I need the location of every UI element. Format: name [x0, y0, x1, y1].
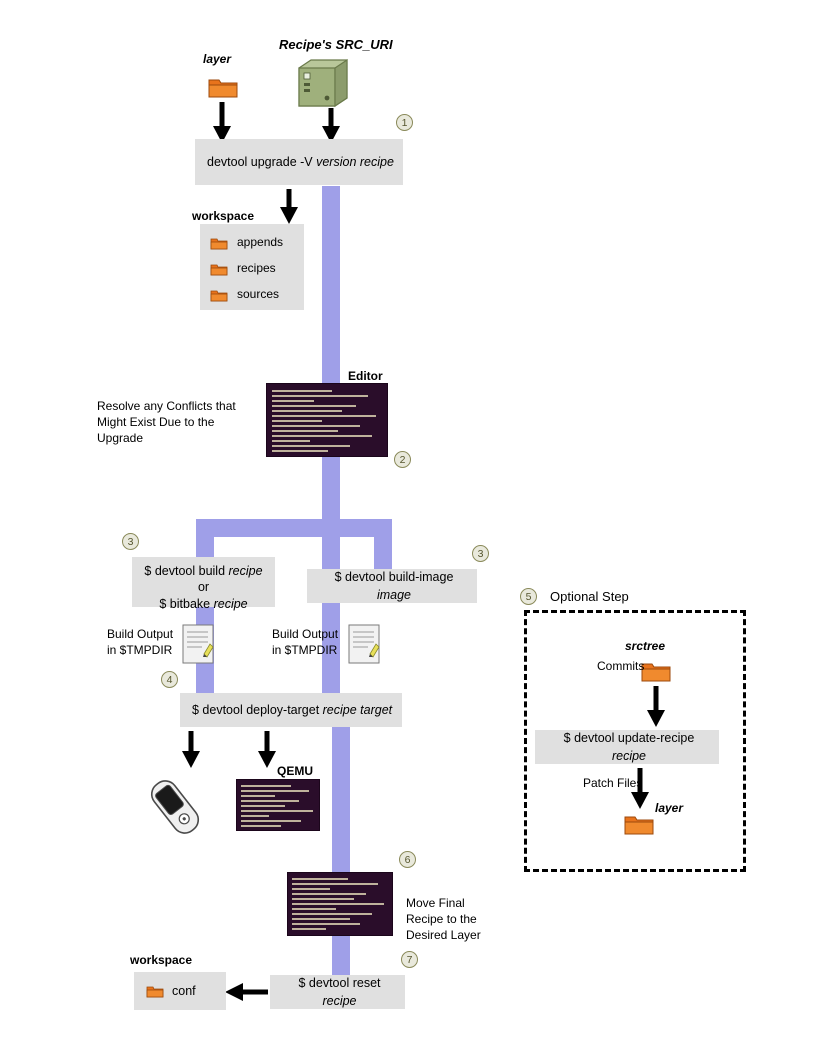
folder-icon-layer-top: [208, 76, 238, 100]
optional-step-label: Optional Step: [550, 589, 629, 604]
folder-icon-appends: [210, 236, 228, 250]
srctree-label: srctree: [625, 639, 666, 653]
devtool-build-image-box: $ devtool build-image image: [307, 569, 477, 603]
arrow-srctree-to-update-recipe: [645, 686, 667, 733]
build-line-2: or: [197, 580, 210, 595]
upgrade-prefix: devtool upgrade -V: [207, 154, 317, 169]
step-circle-7: 7: [401, 951, 418, 968]
folder-icon-conf: [146, 984, 164, 998]
pipe-right-branch-vertical: [374, 519, 392, 569]
build-line-1: $ devtool build recipe: [144, 564, 263, 578]
notepad-icon-2: [348, 624, 380, 669]
step-circle-5: 5: [520, 588, 537, 605]
final-recipe-terminal: [287, 872, 393, 936]
step-circle-4: 4: [161, 671, 178, 688]
workspace-item-label-recipes: recipes: [237, 261, 276, 275]
devtool-reset-box: $ devtool reset recipe: [270, 975, 405, 1009]
src-uri-label: Recipe's SRC_URI: [279, 37, 393, 52]
arrow-reset-to-workspace: [224, 981, 268, 1008]
step-circle-1: 1: [396, 114, 413, 131]
conf-label: conf: [172, 983, 196, 998]
pipe-branch-horizontal: [196, 519, 392, 537]
step-circle-3-left: 3: [122, 533, 139, 550]
arrow-deploy-to-device: [180, 731, 202, 774]
qemu-terminal: [236, 779, 320, 831]
commits-label: Commits: [597, 659, 645, 673]
patch-files-label: Patch Files: [583, 776, 643, 790]
layer-bottom-label: layer: [655, 801, 684, 815]
folder-icon-srctree: [641, 660, 671, 684]
devtool-upgrade-box: [195, 139, 403, 185]
editor-label: Editor: [348, 369, 383, 383]
workspace-bottom-label: workspace: [130, 953, 193, 967]
arrow-deploy-to-qemu: [256, 731, 278, 774]
build-output-label-2: Build Output in $TMPDIR: [272, 627, 339, 658]
move-final-recipe-label: Move Final Recipe to the Desired Layer: [406, 896, 481, 943]
step-circle-2: 2: [394, 451, 411, 468]
editor-terminal: [266, 383, 388, 457]
build-line-3: $ bitbake recipe: [159, 596, 248, 611]
step-circle-6: 6: [399, 851, 416, 868]
workspace-item-2: [210, 286, 279, 303]
workspace-item-label-sources: sources: [237, 287, 280, 301]
arrow-update-recipe-to-layer: [629, 768, 651, 815]
workspace-item-0: [210, 234, 283, 251]
step-circle-3-right: 3: [472, 545, 489, 562]
pipe-lower-vertical: [332, 716, 350, 986]
notepad-icon-1: [182, 624, 214, 669]
layer-top-label: layer: [203, 52, 232, 66]
workspace-box: [200, 224, 304, 310]
workspace-item-1: [210, 260, 276, 277]
build-output-label-1: Build Output in $TMPDIR: [107, 627, 174, 658]
workspace-item-label-appends: appends: [237, 235, 284, 249]
folder-icon-sources: [210, 288, 228, 302]
devtool-update-recipe-box: $ devtool update-recipe recipe: [535, 730, 719, 764]
resolve-conflicts-label: Resolve any Conflicts that Might Exist Due to the Upgrade: [97, 399, 236, 446]
workspace-top-label: workspace: [192, 209, 255, 223]
device-icon: [140, 772, 210, 847]
qemu-label: QEMU: [277, 764, 313, 778]
pipe-left-branch-vertical: [196, 519, 214, 716]
devtool-deploy-target-box: $ devtool deploy-target recipe target: [180, 693, 402, 727]
upgrade-version: version: [316, 154, 357, 169]
folder-icon-recipes: [210, 262, 228, 276]
workspace-conf-box: [134, 972, 226, 1010]
devtool-build-box: [132, 557, 275, 611]
folder-icon-layer-bottom: [624, 813, 654, 837]
upgrade-recipe: recipe: [359, 154, 394, 169]
